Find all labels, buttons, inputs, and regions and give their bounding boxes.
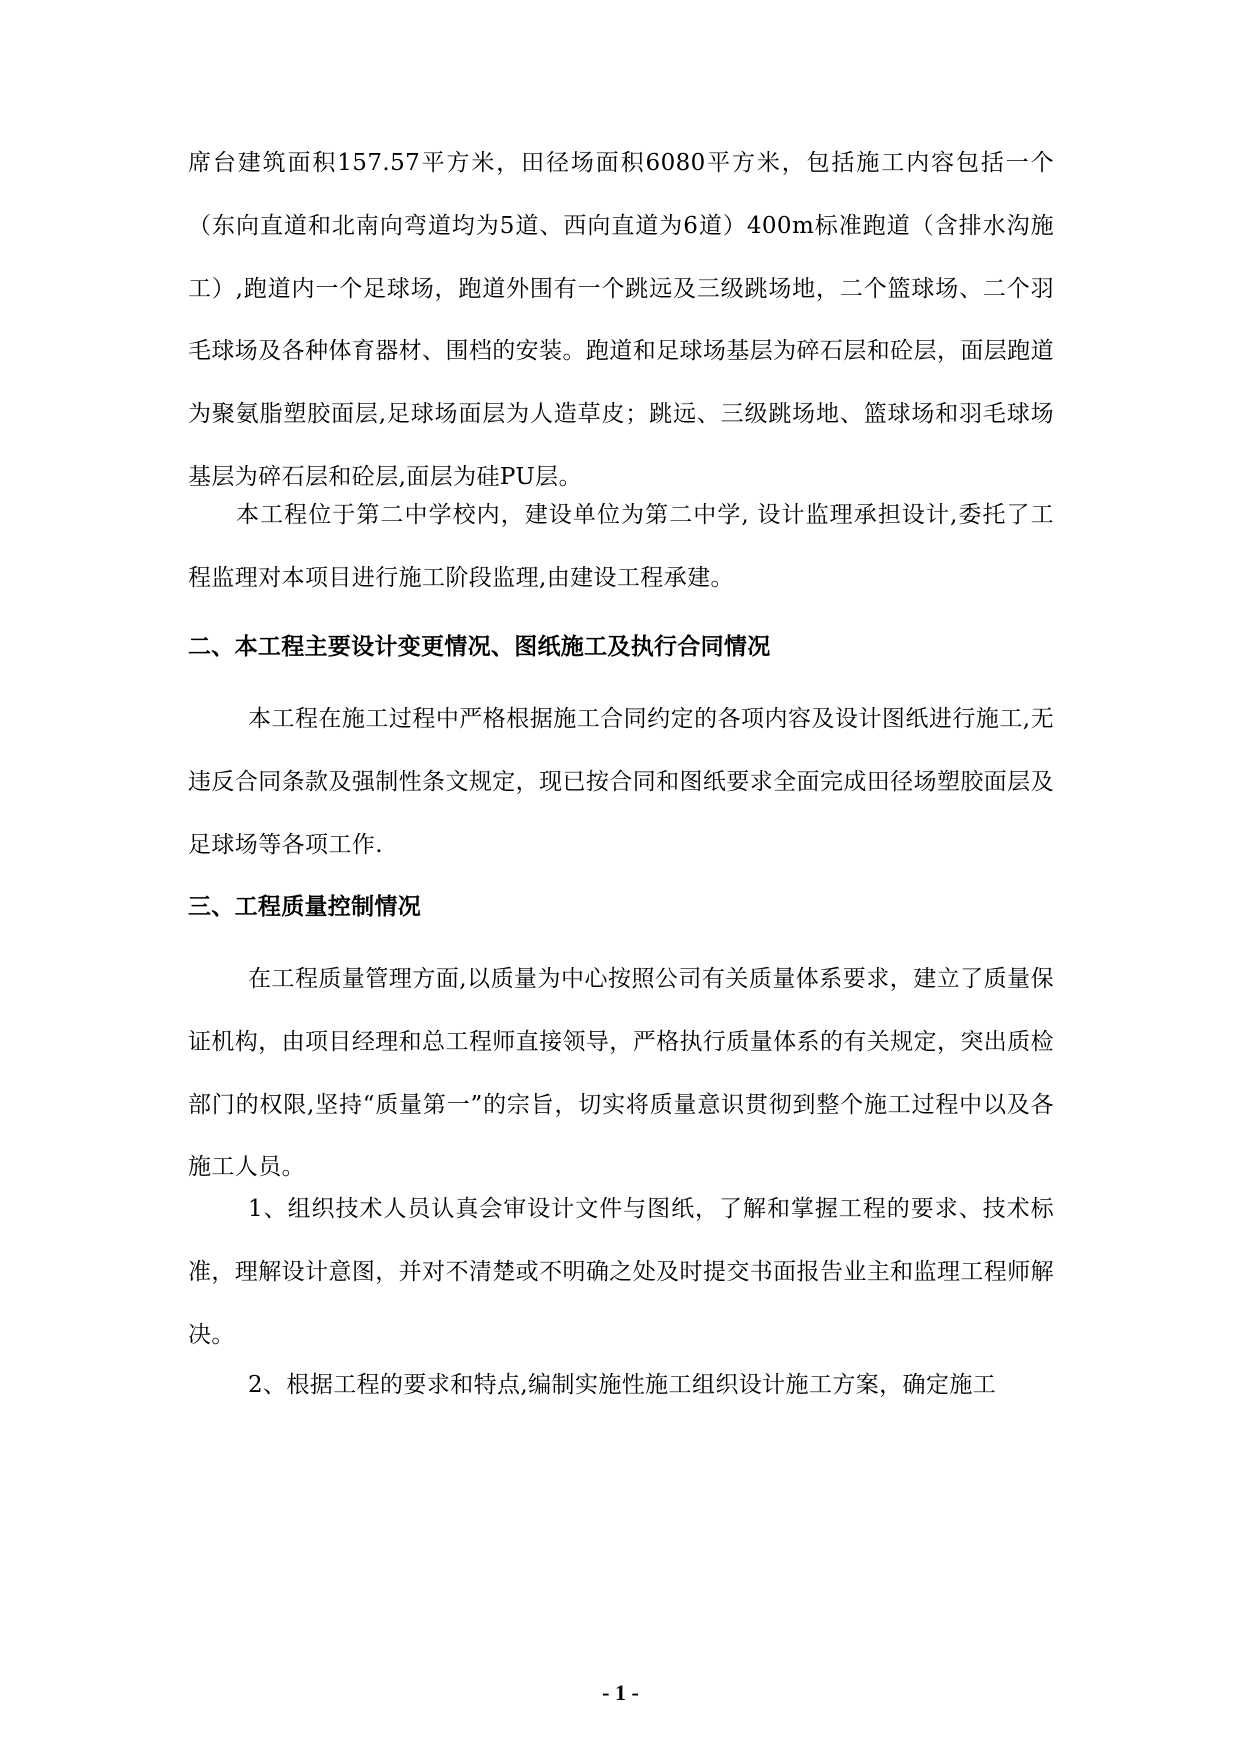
section-heading-design-changes: 二、本工程主要设计变更情况、图纸施工及执行合同情况 bbox=[188, 634, 771, 660]
paragraph-quality-management: 在工程质量管理方面,以质量为中心按照公司有关质量体系要求，建立了质量保证机构，由项目经理和总工程师直接领导，严格执行质量体系的有关规定，突出质检部门的权限,坚持“质量第一”的宗旨，切实将质量意识贯彻到整个施工过程中以及各施工人员。 bbox=[188, 966, 1054, 1181]
paragraph-contract-execution: 本工程在施工过程中严格根据施工合同约定的各项内容及设计图纸进行施工,无违反合同条款及强制性条文规定，现已按合同和图纸要求全面完成田径场塑胶面层及足球场等各项工作. bbox=[188, 706, 1054, 858]
paragraph-project-parties: 本工程位于第二中学校内，建设单位为第二中学, 设计监理承担设计,委托了工程监理对本项目进行施工阶段监理,由建设工程承建。 bbox=[188, 502, 1054, 591]
page-number: - 1 - bbox=[602, 1680, 639, 1705]
paragraph-project-scope: 席台建筑面积157.57平方米，田径场面积6080平方米，包括施工内容包括一个（东向直道和北南向弯道均为5道、西向直道为6道）400m标准跑道（含排水沟施工）,跑道内一个足球场，跑道外围有一个跳远及三级跳场地，二个篮球场、二个羽毛球场及各种体育器材、围档的安装。跑道和足球场基层为碎石层和砼层，面层跑道为聚氨脂塑胶面层,足球场面层为人造草皮；跳远、三级跳场地、篮球场和羽毛球场基层为碎石层和砼层,面层为硅PU层。 bbox=[188, 150, 1054, 490]
paragraph-item-2: 2、根据工程的要求和特点,编制实施性施工组织设计施工方案，确定施工 bbox=[248, 1372, 997, 1398]
section-heading-quality-control: 三、工程质量控制情况 bbox=[188, 894, 421, 920]
paragraph-item-1: 1、组织技术人员认真会审设计文件与图纸，了解和掌握工程的要求、技术标准，理解设计意图，并对不清楚或不明确之处及时提交书面报告业主和监理工程师解决。 bbox=[188, 1196, 1054, 1348]
